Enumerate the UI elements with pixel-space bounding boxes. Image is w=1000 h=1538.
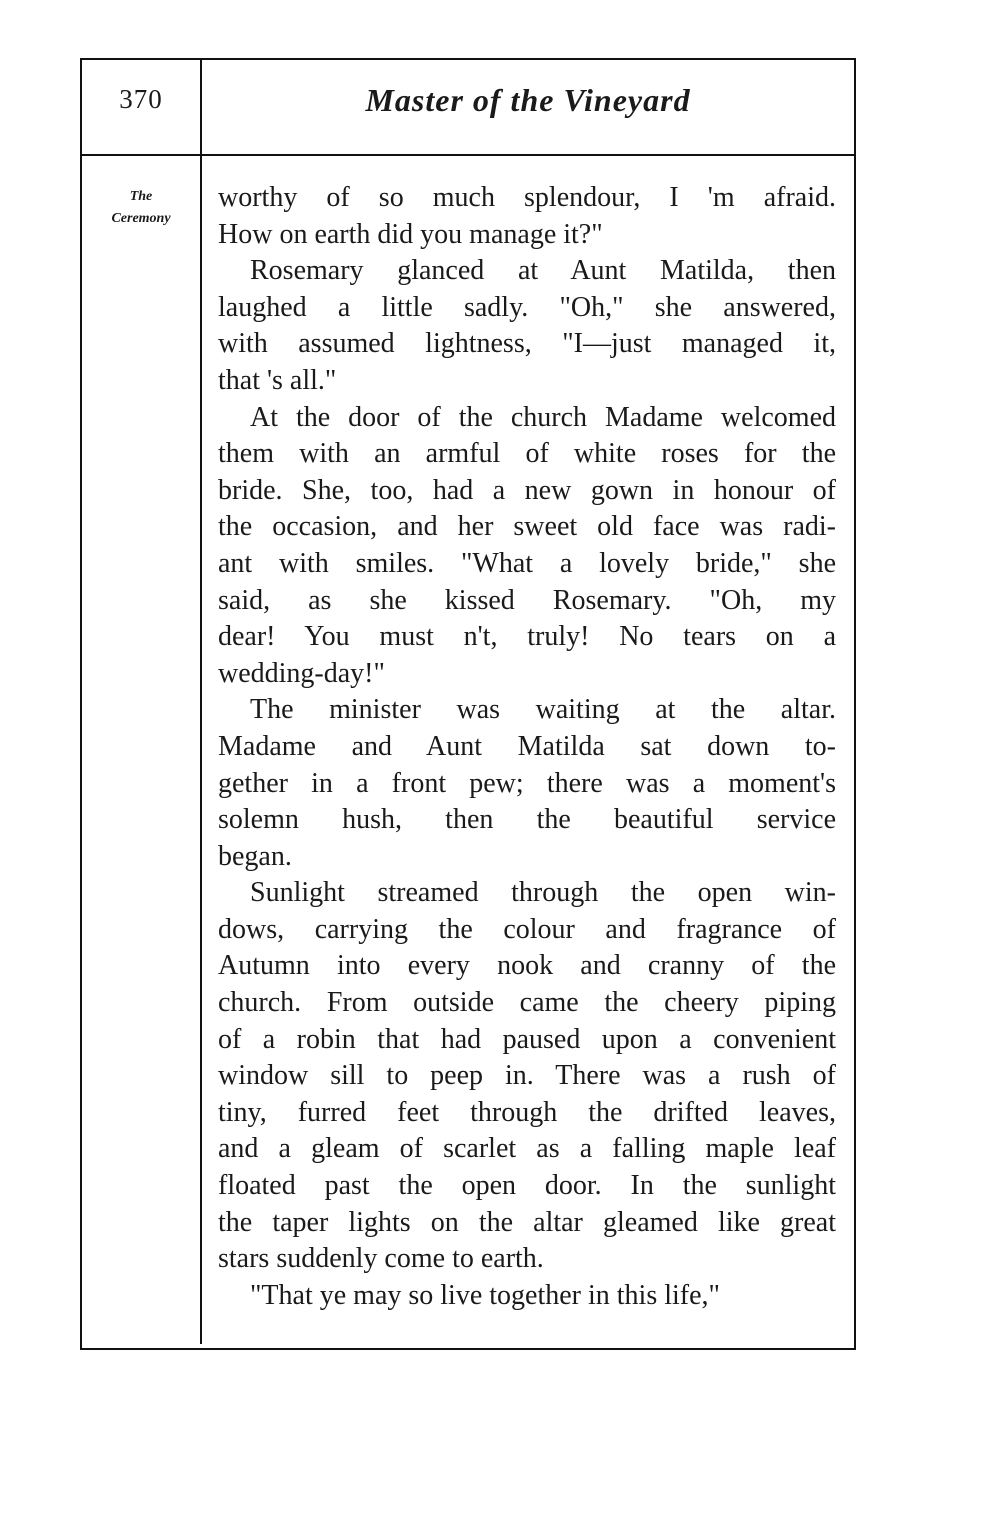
text-line: ant with smiles. "What a lovely bride," she — [218, 547, 836, 579]
text-line: floated past the open door. In the sunlight — [218, 1170, 836, 1202]
text-line: At the door of the church Madame welcomed — [250, 401, 836, 433]
header-rule — [80, 154, 856, 156]
text-line: tiny, furred feet through the drifted leaves, — [218, 1096, 836, 1128]
page-number: 370 — [119, 84, 163, 114]
text-line: stars suddenly come to earth. — [218, 1243, 544, 1275]
text-line: "That ye may so live together in this life," — [250, 1279, 720, 1311]
text-line: church. From outside came the cheery piping — [218, 987, 836, 1019]
text-line: and a gleam of scarlet as a falling maple leaf — [218, 1133, 836, 1165]
text-line: the occasion, and her sweet old face was radi- — [218, 511, 836, 543]
sidenote-line: The — [129, 189, 153, 204]
text-line: of a robin that had paused upon a convenient — [218, 1023, 836, 1055]
text-line: the taper lights on the altar gleamed like great — [218, 1206, 836, 1238]
text-line: worthy of so much splendour, I 'm afraid. — [218, 182, 836, 213]
text-line: Madame and Aunt Matilda sat down to- — [218, 730, 836, 762]
text-line: How on earth did you manage it?" — [218, 218, 603, 250]
text-line: solemn hush, then the beautiful service — [218, 804, 836, 836]
text-line: bride. She, too, had a new gown in honour of — [218, 474, 836, 506]
text-line: Rosemary glanced at Aunt Matilda, then — [250, 255, 836, 287]
text-line: dear! You must n't, truly! No tears on a — [218, 621, 836, 653]
text-line: window sill to peep in. There was a rush of — [218, 1060, 836, 1092]
text-line: wedding-day!" — [218, 657, 385, 689]
body-text — [218, 180, 836, 1314]
text-line: them with an armful of white roses for the — [218, 438, 836, 470]
text-line: The minister was waiting at the altar. — [250, 694, 836, 726]
text-line: with assumed lightness, "I—just managed it, — [218, 328, 836, 360]
text-line: said, as she kissed Rosemary. "Oh, my — [218, 584, 836, 616]
sidenote-line: Ceremony — [111, 211, 171, 226]
text-line: that 's all." — [218, 364, 337, 396]
text-line: Sunlight streamed through the open win- — [250, 877, 836, 909]
text-line: Autumn into every nook and cranny of the — [218, 950, 836, 982]
sidenote — [82, 186, 200, 230]
text-line: gether in a front pew; there was a moment's — [218, 767, 836, 799]
margin-rule — [200, 58, 202, 1344]
text-line: dows, carrying the colour and fragrance of — [218, 913, 836, 945]
text-line: began. — [218, 840, 292, 872]
running-title: Master of the Vineyard — [365, 82, 691, 118]
text-line: laughed a little sadly. "Oh," she answered, — [218, 291, 836, 323]
